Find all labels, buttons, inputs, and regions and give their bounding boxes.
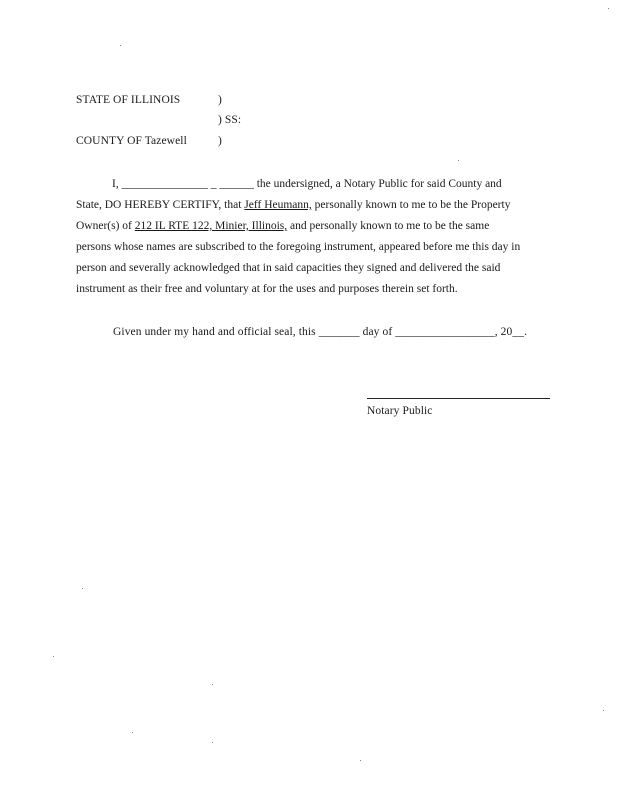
county-label: COUNTY OF Tazewell [76,135,187,147]
scan-speck [120,45,121,46]
scan-speck [53,656,54,657]
scan-speck [212,684,213,685]
scan-speck [82,588,83,589]
cert-line-5: person and severally acknowledged that in said capacities they signed and delivered the said [76,262,501,274]
owner-name: Jeff Heumann, [244,199,312,211]
cert-line-4: persons whose names are subscribed to the foregoing instrument, appeared before me this day in [76,241,521,253]
property-address: 212 IL RTE 122, Minier, Illinois, [134,220,288,232]
county-paren: ) [218,135,222,147]
scan-speck [458,160,459,161]
notary-public-label: Notary Public [367,405,433,417]
scan-speck [603,710,604,711]
state-label: STATE OF ILLINOIS [76,94,181,106]
cert-line-2-prefix: State, DO HEREBY CERTIFY, that [76,199,242,211]
cert-line-2 [76,199,546,211]
scan-speck [608,8,609,9]
cert-line-6: instrument as their free and voluntary at for the uses and purposes therein set forth. [76,283,458,295]
scan-speck [132,732,133,733]
ss-label: ) SS: [218,114,242,126]
cert-line-2-suffix: personally known to me to be the Property [314,199,511,211]
signature-line [367,398,550,399]
cert-line-1-prefix: I, _______________ _ ______ [112,178,254,190]
scan-speck [360,760,361,761]
scan-speck [212,742,213,743]
state-paren: ) [218,94,222,106]
cert-line-1-suffix: the undersigned, a Notary Public for said County and [256,178,502,190]
cert-line-3-suffix: and personally known to me to be the same [290,220,490,232]
given-line: Given under my hand and official seal, this _______ day of _________________, 20__. [113,326,528,338]
cert-line-3 [76,220,546,232]
cert-line-3-prefix: Owner(s) of [76,220,132,232]
cert-line-1 [112,178,546,190]
